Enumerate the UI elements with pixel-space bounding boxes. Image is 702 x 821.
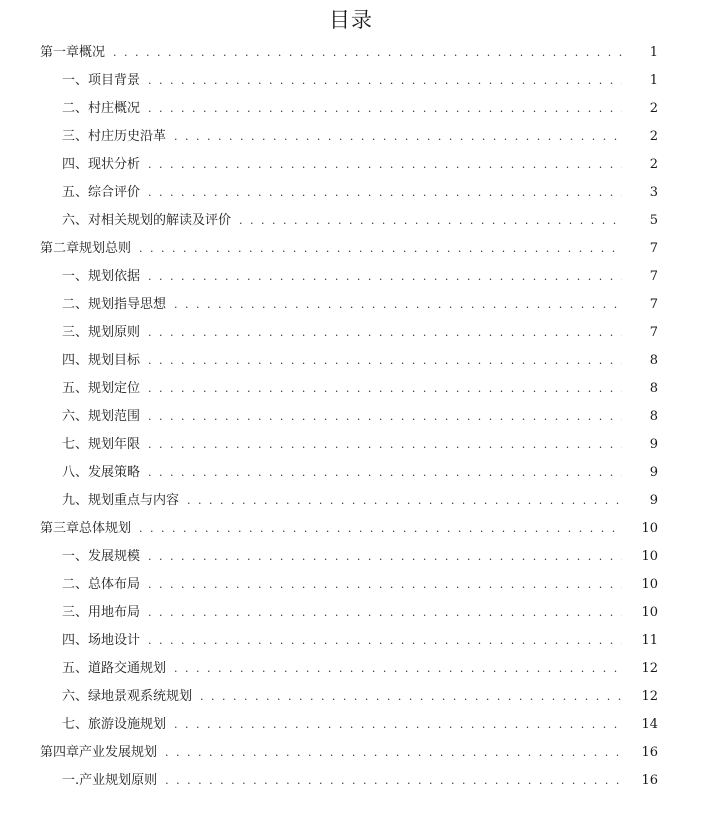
page-number: 16 — [641, 773, 658, 788]
toc-section-entry[interactable] — [0, 403, 702, 431]
toc-section-entry[interactable] — [0, 655, 702, 683]
chapter-number: 第四章 — [40, 745, 80, 760]
entry-title: 五、道路交通规划 — [62, 661, 167, 676]
dot-leader — [148, 459, 622, 487]
dot-leader — [174, 291, 622, 319]
page-number: 12 — [641, 689, 658, 704]
entry-title: 五、综合评价 — [62, 185, 141, 200]
page-number: 2 — [649, 157, 658, 172]
dot-leader — [148, 179, 622, 207]
toc-section-entry[interactable] — [0, 263, 702, 291]
toc-section-entry[interactable] — [0, 179, 702, 207]
dot-leader — [174, 123, 622, 151]
toc-section-entry[interactable] — [0, 767, 702, 795]
dot-leader — [165, 739, 622, 767]
toc-chapter-entry[interactable] — [0, 739, 702, 767]
page-number: 2 — [649, 101, 658, 116]
dot-leader — [148, 151, 622, 179]
toc-section-entry[interactable] — [0, 291, 702, 319]
page-number: 3 — [649, 185, 658, 200]
dot-leader — [148, 95, 622, 123]
page-number: 1 — [649, 73, 658, 88]
entry-title: 产业发展规划 — [79, 745, 158, 760]
page-number: 10 — [641, 549, 658, 564]
dot-leader — [148, 347, 622, 375]
dot-leader — [148, 599, 622, 627]
page-number: 9 — [649, 465, 658, 480]
toc-section-entry[interactable] — [0, 431, 702, 459]
dot-leader — [139, 235, 622, 263]
page-number: 8 — [649, 353, 658, 368]
page-number: 2 — [649, 129, 658, 144]
page-number: 9 — [649, 493, 658, 508]
page-number: 10 — [641, 521, 658, 536]
toc-section-entry[interactable] — [0, 347, 702, 375]
dot-leader — [148, 627, 622, 655]
page-number: 10 — [641, 605, 658, 620]
page-number: 7 — [649, 269, 658, 284]
page-number: 10 — [641, 577, 658, 592]
page-number: 7 — [649, 325, 658, 340]
toc-section-entry[interactable] — [0, 207, 702, 235]
toc-section-entry[interactable] — [0, 319, 702, 347]
page-number: 9 — [649, 437, 658, 452]
dot-leader — [148, 263, 622, 291]
toc-section-entry[interactable] — [0, 375, 702, 403]
entry-title: 四、规划目标 — [62, 353, 141, 368]
page-number: 8 — [649, 409, 658, 424]
page-number: 14 — [641, 717, 658, 732]
toc-section-entry[interactable] — [0, 599, 702, 627]
entry-title: 总体规划 — [79, 521, 132, 536]
entry-title: 一、项目背景 — [62, 73, 141, 88]
entry-title: 六、绿地景观系统规划 — [62, 689, 193, 704]
entry-title: 一、规划依据 — [62, 269, 141, 284]
dot-leader — [148, 375, 622, 403]
entry-title: 五、规划定位 — [62, 381, 141, 396]
page-number: 7 — [649, 297, 658, 312]
entry-title: 一.产业规划原则 — [62, 773, 158, 788]
toc-section-entry[interactable] — [0, 487, 702, 515]
entry-title: 七、规划年限 — [62, 437, 141, 452]
entry-title: 六、对相关规划的解读及评价 — [62, 213, 232, 228]
dot-leader — [113, 39, 622, 67]
page-number: 7 — [649, 241, 658, 256]
dot-leader — [174, 655, 622, 683]
page-number: 5 — [649, 213, 658, 228]
dot-leader — [165, 767, 622, 795]
dot-leader — [148, 67, 622, 95]
dot-leader — [148, 543, 622, 571]
dot-leader — [148, 403, 622, 431]
entry-title: 二、总体布局 — [62, 577, 141, 592]
entry-title: 二、村庄概况 — [62, 101, 141, 116]
toc-section-entry[interactable] — [0, 151, 702, 179]
dot-leader — [148, 571, 622, 599]
toc-section-entry[interactable] — [0, 683, 702, 711]
chapter-number: 第二章 — [40, 241, 80, 256]
entry-title: 九、规划重点与内容 — [62, 493, 180, 508]
entry-title: 一、发展规模 — [62, 549, 141, 564]
page-number: 12 — [641, 661, 658, 676]
toc-section-entry[interactable] — [0, 711, 702, 739]
entry-title: 八、发展策略 — [62, 465, 141, 480]
dot-leader — [174, 711, 622, 739]
dot-leader — [148, 431, 622, 459]
page-number: 11 — [641, 633, 658, 648]
entry-title: 三、用地布局 — [62, 605, 141, 620]
chapter-number: 第一章 — [40, 45, 80, 60]
toc-chapter-entry[interactable] — [0, 235, 702, 263]
entry-title: 六、规划范围 — [62, 409, 141, 424]
dot-leader — [200, 683, 622, 711]
page-title: 目录 — [329, 8, 373, 32]
entry-title: 七、旅游设施规划 — [62, 717, 167, 732]
entry-title: 三、村庄历史沿革 — [62, 129, 167, 144]
page-number: 16 — [641, 745, 658, 760]
entry-title: 概况 — [79, 45, 106, 60]
entry-title: 四、现状分析 — [62, 157, 141, 172]
toc-section-entry[interactable] — [0, 67, 702, 95]
toc-section-entry[interactable] — [0, 123, 702, 151]
dot-leader — [148, 319, 622, 347]
entry-title: 二、规划指导思想 — [62, 297, 167, 312]
entry-title: 四、场地设计 — [62, 633, 141, 648]
dot-leader — [187, 487, 622, 515]
toc-section-entry[interactable] — [0, 459, 702, 487]
toc-section-entry[interactable] — [0, 571, 702, 599]
page-number: 8 — [649, 381, 658, 396]
toc-section-entry[interactable] — [0, 95, 702, 123]
toc-chapter-entry[interactable] — [0, 515, 702, 543]
toc-section-entry[interactable] — [0, 627, 702, 655]
entry-title: 规划总则 — [79, 241, 132, 256]
chapter-number: 第三章 — [40, 521, 80, 536]
dot-leader — [239, 207, 622, 235]
dot-leader — [139, 515, 622, 543]
toc-chapter-entry[interactable] — [0, 39, 702, 67]
page-number: 1 — [649, 45, 658, 60]
entry-title: 三、规划原则 — [62, 325, 141, 340]
table-of-contents — [0, 39, 702, 795]
toc-section-entry[interactable] — [0, 543, 702, 571]
